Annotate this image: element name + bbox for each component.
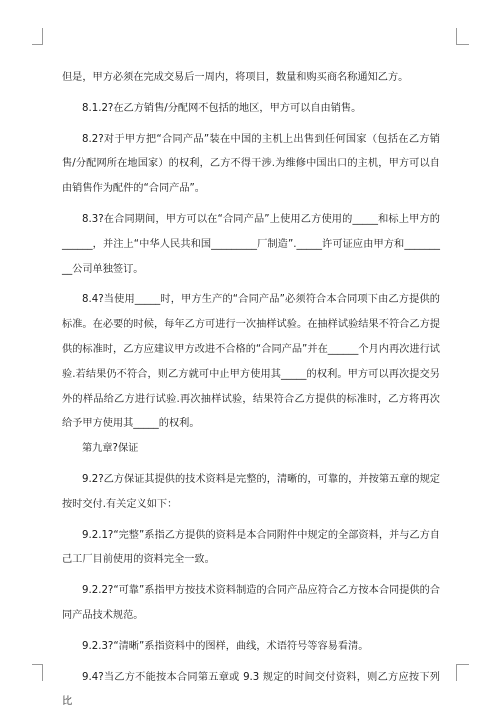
crop-mark-bottom-right bbox=[456, 664, 469, 681]
crop-mark-top-right bbox=[456, 28, 469, 45]
crop-mark-top-left bbox=[32, 28, 43, 45]
clause-9-2-1: 9.2.1?“完整”系指乙方提供的资料是本合同附件中规定的全部资料，并与乙方自己工厂目前使用的资料完全一致。 bbox=[62, 529, 440, 566]
clause-8-1-2: 8.1.2?在乙方销售/分配网不包括的地区，甲方可以自由销售。 bbox=[82, 102, 362, 114]
clause-9-2-3: 9.2.3?“清晰”系指资料中的图样，曲线，术语符号等容易看清。 bbox=[82, 640, 369, 652]
clause-9-2: 9.2?乙方保证其提供的技术资料是完整的，清晰的，可靠的，并按第五章的规定按时交付.有关定义如下： bbox=[62, 473, 440, 510]
clause-8-3: 8.3?在合同期间，甲方可以在“合同产品”上使用乙方使用的_____和标上甲方的______，并注上“中华人民共和国_________厂制造”._____许可证应由甲方和_________公司单独签订。 bbox=[62, 213, 440, 275]
clause-8-2: 8.2?对于甲方把“合同产品”装在中国的主机上出售到任何国家（包括在乙方销售/分配网所在地国家）的权利，乙方不得干涉.为维修中国出口的主机，甲方可以自由销售作为配件的“合同产品”。 bbox=[62, 133, 440, 195]
clause-9-4: 9.4?当乙方不能按本合同第五章或 9.3 规定的时间交付资料，则乙方应按下列比 bbox=[62, 671, 440, 708]
clause-9-2-2: 9.2.2?“可靠”系指甲方按技术资料制造的合同产品应符合乙方按本合同提供的合同产品技术规范。 bbox=[62, 585, 440, 621]
chapter-9-heading: 第九章?保证 bbox=[82, 443, 139, 455]
clause-8-4: 8.4?当使用_____时，甲方生产的“合同产品”必须符合本合同项下由乙方提供的标准。在必要的时候，每年乙方可进行一次抽样试验。在抽样试验结果不符合乙方提供的标准时，乙方应建议甲方改进不合格的“合同产品”并在______个月内再次进行试验.若结果仍不符合，则乙方就可中止甲方使用其_____的权利。甲方可以再次提交另外的样品给乙方进行试验.再次抽样试验，结果符合乙方提供的标准时，乙方将再次给予甲方使用其_____的权利。 bbox=[62, 294, 440, 430]
document-body bbox=[62, 66, 440, 715]
crop-mark-bottom-left bbox=[32, 664, 43, 681]
paragraph-continuation: 但是，甲方必须在完成交易后一周内，将项目，数量和购买商名称通知乙方。 bbox=[62, 72, 409, 83]
